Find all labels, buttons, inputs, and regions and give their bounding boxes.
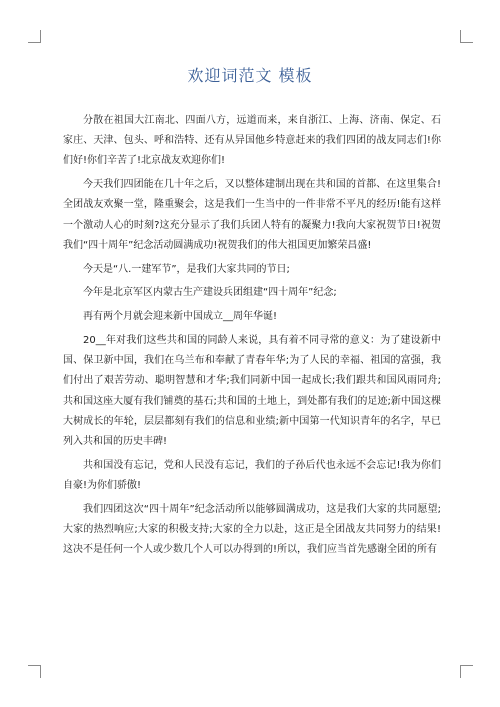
- document-title: 欢迎词范文 模板: [187, 66, 313, 85]
- paragraph-1: 分散在祖国大江南北、四面八方，远道而来，来自浙江、上海、济南、保定、石家庄、天津、包头、呼和浩特、还有从异国他乡特意赶来的我们四团的战友同志们!你们好!你们辛苦了!北京战友欢迎你们!: [63, 115, 441, 167]
- document-body: [63, 111, 441, 564]
- page-corner-mark-top-left: [28, 30, 41, 43]
- paragraph-3: 今天是“八.一建军节”，是我们大家共同的节日;: [83, 263, 290, 275]
- paragraph-7: 共和国没有忘记，党和人民没有忘记，我们的子孙后代也永远不会忘记!我为你们自豪!为你们骄傲!: [63, 459, 441, 492]
- page-corner-mark-bottom-right: [460, 665, 473, 678]
- paragraph-5: 再有两个月就会迎来新中国成立__周年华诞!: [83, 311, 278, 323]
- page-corner-mark-bottom-left: [28, 665, 41, 678]
- paragraph-6: 20__年对我们这些共和国的同龄人来说，具有着不同寻常的意义：为了建设新中国、保卫新中国，我们在乌兰布和奉献了青春年华;为了人民的幸福、祖国的富强，我们付出了艰苦劳动、聪明智慧和才华;我们同新中国一起成长;我们跟共和国风雨同舟;共和国这座大厦有我们铺奠的基石;共和国的土地上，到处都有我们的足迹;新中国这棵大树成长的年轮，层层都刻有我们的信息和业绩;新中国第一代知识青年的名字，早已列入共和国的历史丰碑!: [63, 335, 441, 448]
- paragraph-4: 今年是北京军区内蒙古生产建设兵团组建“四十周年”纪念;: [83, 287, 337, 299]
- paragraph-8: 我们四团这次“四十周年”纪念活动所以能够圆满成功，这是我们大家的共同愿望;大家的热烈响应;大家的积极支持;大家的全力以赴，这正是全团战友共同努力的结果!这决不是任何一个人或少数几个人可以办得到的!所以，我们应当首先感谢全团的所有: [63, 503, 441, 556]
- paragraph-2: 今天我们四团能在几十年之后，又以整体建制出现在共和国的首都、在这里集合!全团战友欢聚一堂，隆重聚会，这是我们一生当中的一件非常不平凡的经历!能有这样一个激动人心的时刻?这充分显示了我们兵团人特有的凝聚力!我向大家祝贺节日!祝贺我们“四十周年”纪念活动圆满成功!祝贺我们的伟大祖国更加繁荣昌盛!: [63, 179, 441, 251]
- page-corner-mark-top-right: [460, 30, 473, 43]
